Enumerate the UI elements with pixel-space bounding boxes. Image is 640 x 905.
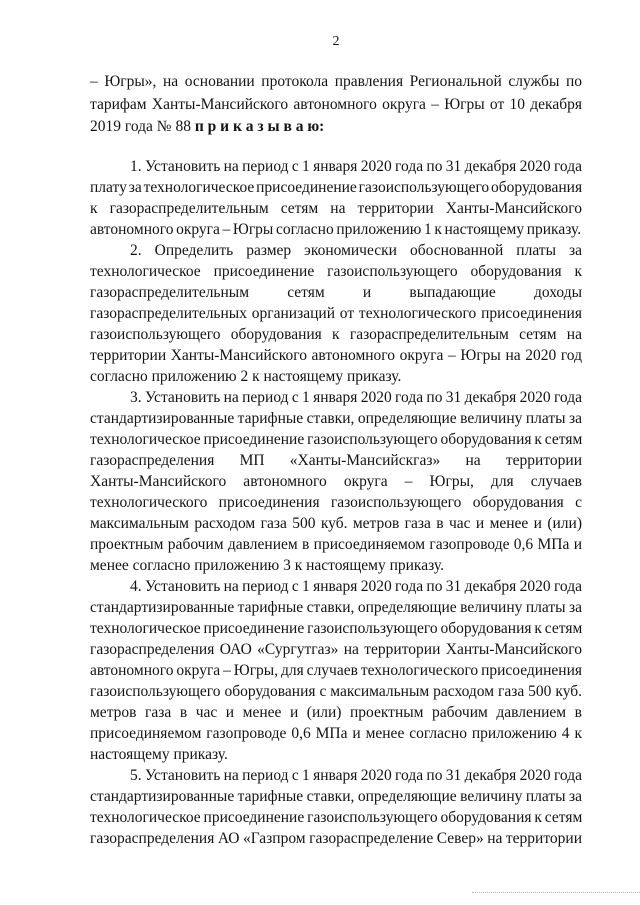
order-word: п р и к а з ы в а ю: [194,118,325,135]
item-line: технологическое присоединение газоиспользующего оборудования к сетям [90,430,583,448]
item-line: стандартизированные тарифные ставки, определяющие величину платы за [90,787,582,805]
item-line: присоединяемом газопроводе 0,6 МПа и менее согласно приложению 4 к [90,724,582,742]
item-line: метров газа в час и менее и (или) проектным рабочим давлением в [90,703,582,721]
item-line: технологическое присоединение газоиспользующего оборудования к сетям [90,619,583,637]
item-line: 1. Установить на период с 1 января 2020 года по 31 декабря 2020 года [130,157,582,175]
item-line: 3. Установить на период с 1 января 2020 года по 31 декабря 2020 года [130,388,582,406]
item-line: 2. Определить размер экономически обоснованной платы за [130,241,582,259]
item-line: технологического присоединения газоиспользующего оборудования с [90,493,582,511]
item-line: стандартизированные тарифные ставки, определяющие величину платы за [90,409,582,427]
item-line: территории Ханты-Мансийского автономного округа – Югры на 2020 год [90,346,582,364]
item-line: согласно приложению 2 к настоящему приказу. [90,367,402,385]
item-line: газораспределения АО «Газпром газораспределение Север» на территории [90,829,582,847]
order-reference: 2019 года № 88 [90,118,191,135]
order-item-3 [90,387,582,576]
item-line: технологическое присоединение газоиспользующего оборудования к [90,262,582,280]
item-line: плату за технологическое присоединение газоиспользующего оборудования [90,178,583,196]
item-line: газораспределения ОАО «Сургутгаз» на территории Ханты-Мансийского [90,640,582,658]
item-line: проектным рабочим давлением в присоединяемом газопроводе 0,6 МПа и [90,535,582,553]
item-line: автономного округа – Югры согласно приложению 1 к настоящему приказу. [90,220,582,238]
item-line: максимальным расходом газа 500 куб. метров газа в час и менее и (или) [90,514,582,532]
item-line: стандартизированные тарифные ставки, определяющие величину платы за [90,598,582,616]
item-line: газораспределительным сетям и выпадающие доходы [90,283,582,301]
item-line: менее согласно приложению 3 к настоящему приказу. [90,556,444,574]
order-items [90,156,582,849]
scan-edge-mark [472,892,640,893]
intro-paragraph [90,71,582,139]
item-line: газоиспользующего оборудования с максимальным расходом газа 500 куб. [90,682,582,700]
item-line: газоиспользующего оборудования к газораспределительным сетям на [90,325,582,343]
order-item-1 [90,156,582,240]
intro-line: – Югры», на основании протокола правления Региональной службы по [90,73,582,90]
item-line: автономного округа – Югры, для случаев технологического присоединения [90,661,582,679]
page-number: 2 [332,34,340,49]
item-line: настоящему приказу. [90,745,228,763]
item-line: газораспределения МП «Ханты-Мансийскгаз» на территории [90,451,582,469]
order-item-2 [90,240,582,387]
item-line: к газораспределительным сетям на территории Ханты-Мансийского [90,199,582,217]
item-line: Ханты-Мансийского автономного округа – Югры, для случаев [90,472,582,490]
intro-line: тарифам Ханты-Мансийского автономного округа – Югры от 10 декабря [90,95,582,113]
item-line: 5. Установить на период с 1 января 2020 года по 31 декабря 2020 года [130,766,582,784]
order-item-5 [90,765,582,849]
order-item-4 [90,576,582,765]
item-line: газораспределительных организаций от технологического присоединения [90,304,582,322]
item-line: технологическое присоединение газоиспользующего оборудования к сетям [90,808,583,826]
item-line: 4. Установить на период с 1 января 2020 года по 31 декабря 2020 года [130,577,582,595]
intro-line [90,116,582,139]
